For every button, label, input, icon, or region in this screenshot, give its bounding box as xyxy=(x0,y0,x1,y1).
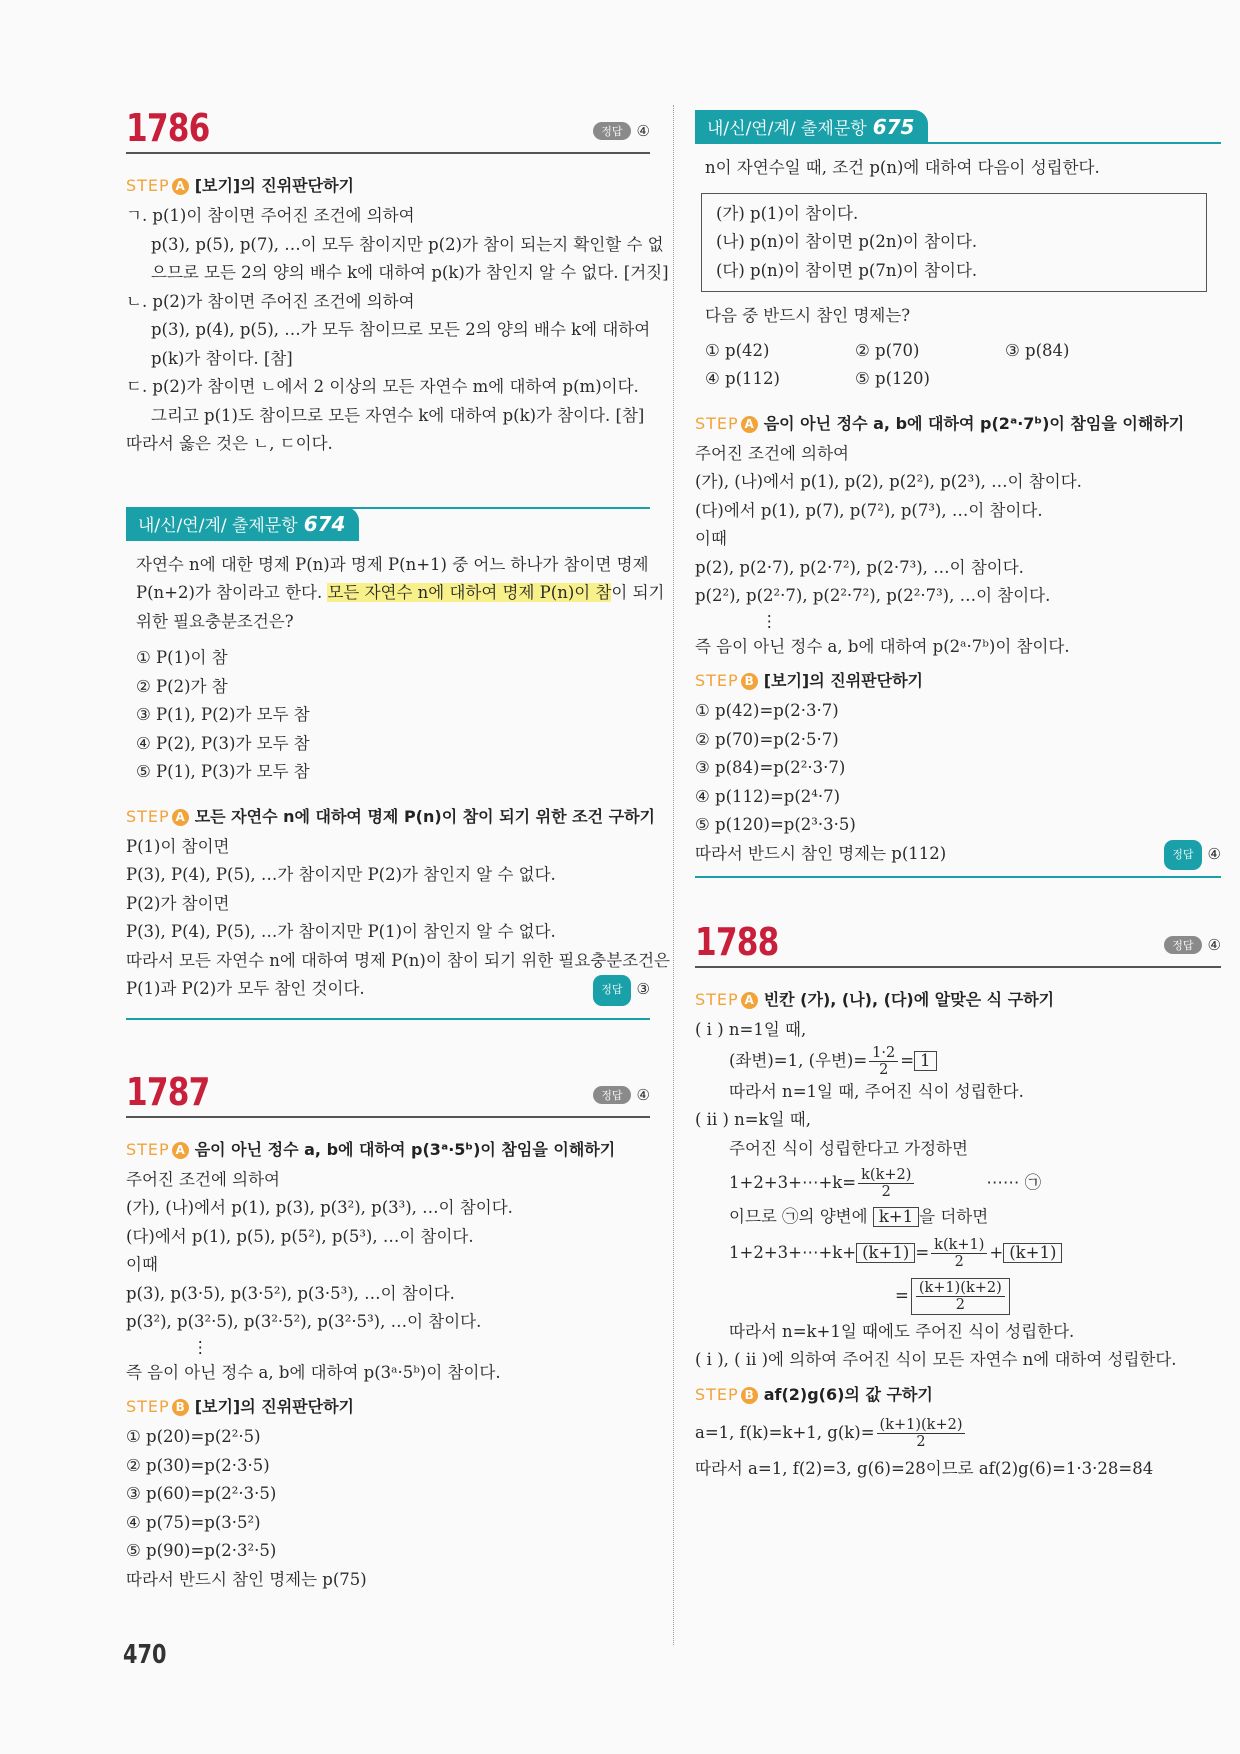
answer-blank-box: k+1 xyxy=(873,1207,919,1227)
boxed-fraction xyxy=(911,1278,1010,1315)
step-label: STEP xyxy=(695,671,739,690)
solution-line: 주어진 조건에 의하여 xyxy=(126,1169,280,1189)
step-label: STEP xyxy=(126,806,170,826)
answer-indicator xyxy=(593,975,650,1006)
solution-line: ㄷ. p(2)가 참이면 ㄴ에서 2 이상의 모든 자연수 m에 대하여 p(m)이다. xyxy=(126,377,639,396)
step-label: STEP xyxy=(695,1384,739,1404)
numerator: 1·2 xyxy=(869,1045,898,1062)
left-column xyxy=(126,100,670,1594)
solution-line: ( i ) n=1일 때, xyxy=(695,1020,807,1039)
solution-line: 그리고 p(1)도 참이므로 모든 자연수 k에 대하여 p(k)가 참이다. [참] xyxy=(151,405,645,425)
question-text: 이 되기 xyxy=(611,583,665,602)
step-a-badge: A xyxy=(741,992,758,1009)
vertical-ellipsis: ⋮ xyxy=(761,611,778,631)
solution-line: ② p(70)=p(2·5·7) xyxy=(695,729,839,749)
step-b-heading xyxy=(126,1391,650,1423)
step-b-badge: B xyxy=(172,1399,189,1416)
step-title: af(2)g(6)의 값 구하기 xyxy=(763,1384,933,1404)
equation-text: = xyxy=(915,1242,930,1262)
problem-number: 1788 xyxy=(695,920,779,964)
answer-indicator xyxy=(1164,840,1221,871)
solution-line: ① p(20)=p(2²·5) xyxy=(126,1427,261,1446)
right-column xyxy=(695,100,1221,1483)
page-number: 470 xyxy=(123,1640,167,1670)
solution-line: 따라서 n=1일 때, 주어진 식이 성립한다. xyxy=(729,1081,1024,1101)
equation-text: 1+2+3+⋯+k+ xyxy=(729,1242,857,1262)
step-b-badge: B xyxy=(741,1387,758,1404)
highlighted-text: 모든 자연수 n에 대하여 명제 P(n)이 참 xyxy=(327,583,612,602)
step-title: [보기]의 진위판단하기 xyxy=(194,176,354,195)
solution-line: ① p(42)=p(2·3·7) xyxy=(695,701,839,720)
answer-blank-box: (k+1) xyxy=(856,1243,915,1263)
solution-line: p(3²), p(3²·5), p(3²·5²), p(3²·5³), …이 참이다. xyxy=(126,1312,482,1331)
related-problem-674-banner xyxy=(126,507,650,541)
step-b-heading xyxy=(695,665,1221,697)
answer-blank-box: (k+1) xyxy=(1003,1243,1062,1263)
solution-line: ④ p(112)=p(2⁴·7) xyxy=(695,786,841,806)
solution-line: p(k)가 참이다. [참] xyxy=(151,348,293,368)
solution-line: ( i ), ( ii )에 의하여 주어진 식이 모든 자연수 n에 대하여 성립한다. xyxy=(695,1350,1177,1369)
solution-text: 이므로 ㉠의 양변에 xyxy=(729,1207,873,1226)
solution-line: (다)에서 p(1), p(7), p(7²), p(7³), …이 참이다. xyxy=(695,500,1043,520)
solution-line: (가), (나)에서 p(1), p(3), p(3²), p(3³), …이 참이다. xyxy=(126,1198,513,1217)
option: ② p(70) xyxy=(855,340,920,360)
numerator: (k+1)(k+2) xyxy=(877,1417,966,1434)
equation-text: + xyxy=(989,1242,1004,1262)
solution-line xyxy=(695,840,1221,869)
solution-text: P(1)과 P(2)가 모두 참인 것이다. xyxy=(126,979,365,998)
solution-text: 을 더하면 xyxy=(919,1207,989,1226)
solution-line: ㄴ. p(2)가 참이면 주어진 조건에 의하여 xyxy=(126,291,415,311)
banner-number: 675 xyxy=(872,115,915,139)
step-a-heading xyxy=(695,984,1221,1016)
solution-line: p(2²), p(2²·7), p(2²·7²), p(2²·7³), …이 참이다. xyxy=(695,586,1051,605)
question-line xyxy=(126,579,665,608)
option: ② P(2)가 참 xyxy=(136,676,228,696)
question-line: 위한 필요충분조건은? xyxy=(136,611,294,631)
problem-1787-header xyxy=(126,1064,650,1118)
answer-value: ④ xyxy=(636,1085,650,1104)
option: ③ p(84) xyxy=(1005,340,1070,360)
step-b-badge: B xyxy=(741,673,758,690)
solution-line: ⑤ p(120)=p(2³·3·5) xyxy=(695,815,856,834)
solution-line: p(3), p(5), p(7), …이 모두 참이지만 p(2)가 참이 되는지 확인할 수 없 xyxy=(151,234,664,254)
equation-line xyxy=(695,1163,1221,1203)
equation-text: 1+2+3+⋯+k= xyxy=(729,1173,857,1192)
condition-box xyxy=(701,193,1207,293)
equation-tag: ⋯⋯ ㉠ xyxy=(986,1173,1042,1192)
step-b-heading xyxy=(695,1379,1221,1411)
step-a-heading xyxy=(126,1134,650,1166)
step-a-badge: A xyxy=(172,809,189,826)
solution-line: p(3), p(3·5), p(3·5²), p(3·5³), …이 참이다. xyxy=(126,1283,455,1303)
question-line: n이 자연수일 때, 조건 p(n)에 대하여 다음이 성립한다. xyxy=(705,158,1100,177)
denominator: 2 xyxy=(955,1296,965,1313)
step-label: STEP xyxy=(695,413,739,433)
solution-line: ⑤ p(90)=p(2·3²·5) xyxy=(126,1541,277,1560)
equation-text: (좌변)=1, (우변)= xyxy=(729,1050,868,1070)
solution-line: 주어진 조건에 의하여 xyxy=(695,443,849,463)
solution-line: 따라서 반드시 참인 명제는 p(75) xyxy=(126,1569,367,1589)
question-text: P(n+2)가 참이라고 한다. xyxy=(136,583,328,602)
numerator: (k+1)(k+2) xyxy=(916,1280,1005,1297)
condition-line: (나) p(n)이 참이면 p(2n)이 참이다. xyxy=(716,232,978,251)
solution-text: 따라서 반드시 참인 명제는 p(112) xyxy=(695,843,947,863)
step-title: [보기]의 진위판단하기 xyxy=(763,671,923,690)
condition-line: (다) p(n)이 참이면 p(7n)이 참이다. xyxy=(716,260,978,280)
problem-number: 1787 xyxy=(126,1069,210,1114)
solution-line: (가), (나)에서 p(1), p(2), p(2²), p(2³), …이 참이다. xyxy=(695,472,1082,491)
answer-indicator xyxy=(593,122,650,140)
related-problem-675-banner xyxy=(695,110,1221,144)
option: ④ P(2), P(3)가 모두 참 xyxy=(136,733,310,753)
solution-line: ③ p(60)=p(2²·3·5) xyxy=(126,1484,277,1503)
equation-line xyxy=(695,1411,1221,1455)
denominator: 2 xyxy=(879,1061,889,1078)
solution-line: ③ p(84)=p(2²·3·7) xyxy=(695,758,846,777)
solution-line: P(2)가 참이면 xyxy=(126,893,230,913)
problem-1788-header xyxy=(695,914,1221,968)
step-label: STEP xyxy=(126,1397,170,1416)
option: ⑤ p(120) xyxy=(855,369,930,388)
step-a-heading xyxy=(126,801,656,833)
step-title: 음이 아닌 정수 a, b에 대하여 p(3ᵃ·5ᵇ)이 참임을 이해하기 xyxy=(194,1139,616,1159)
answer-pill: 정답 xyxy=(1164,936,1201,954)
option: ④ p(112) xyxy=(705,369,780,388)
fraction xyxy=(869,1045,898,1078)
question-line: 다음 중 반드시 참인 명제는? xyxy=(705,306,911,325)
solution-line: 따라서 n=k+1일 때에도 주어진 식이 성립한다. xyxy=(729,1321,1075,1341)
solution-line: P(3), P(4), P(5), …가 참이지만 P(1)이 참인지 알 수 없다. xyxy=(126,922,556,941)
solution-line: 주어진 식이 성립한다고 가정하면 xyxy=(729,1138,968,1158)
step-title: 빈칸 (가), (나), (다)에 알맞은 식 구하기 xyxy=(763,990,1055,1009)
condition-line: (가) p(1)이 참이다. xyxy=(716,203,859,223)
solution-line: 따라서 옳은 것은 ㄴ, ㄷ이다. xyxy=(126,434,333,453)
solution-line: ④ p(75)=p(3·5²) xyxy=(126,1512,261,1532)
option: ③ P(1), P(2)가 모두 참 xyxy=(136,705,310,724)
answer-indicator xyxy=(1164,936,1221,954)
option: ① p(42) xyxy=(705,340,770,360)
solution-line: 즉 음이 아닌 정수 a, b에 대하여 p(2ᵃ·7ᵇ)이 참이다. xyxy=(695,636,1070,656)
answer-indicator xyxy=(593,1086,650,1104)
solution-line xyxy=(126,975,650,1004)
equation-text: a=1, f(k)=k+1, g(k)= xyxy=(695,1422,875,1442)
solution-line: p(3), p(4), p(5), …가 모두 참이므로 모든 2의 양의 배수 k에 대하여 xyxy=(151,320,651,339)
step-a-heading xyxy=(126,170,650,202)
numerator: k(k+2) xyxy=(858,1167,914,1184)
answer-blank-box: 1 xyxy=(914,1051,937,1071)
denominator: 2 xyxy=(916,1433,926,1450)
answer-value: ④ xyxy=(1207,844,1221,863)
answer-value: ③ xyxy=(636,980,650,998)
step-label: STEP xyxy=(126,176,170,195)
step-a-badge: A xyxy=(172,1142,189,1159)
solution-line: 으므로 모든 2의 양의 배수 k에 대하여 p(k)가 참인지 알 수 없다. [거짓] xyxy=(151,263,669,282)
solution-line: 따라서 a=1, f(2)=3, g(6)=28이므로 af(2)g(6)=1·3·28=84 xyxy=(695,1458,1154,1478)
column-divider xyxy=(673,105,674,1645)
answer-value: ④ xyxy=(1207,936,1221,954)
step-a-heading xyxy=(695,408,1221,440)
equation-line xyxy=(695,1232,1221,1274)
fraction xyxy=(858,1167,914,1200)
step-a-badge: A xyxy=(172,178,189,195)
problem-1786-header xyxy=(126,100,650,154)
option: ⑤ P(1), P(3)가 모두 참 xyxy=(136,762,310,781)
equation-text: = xyxy=(900,1050,915,1070)
solution-line: 이때 xyxy=(126,1255,158,1274)
answer-pill: 정답 xyxy=(1164,840,1201,871)
denominator: 2 xyxy=(881,1184,891,1200)
vertical-ellipsis: ⋮ xyxy=(192,1337,209,1357)
solution-line: ㄱ. p(1)이 참이면 주어진 조건에 의하여 xyxy=(126,206,415,225)
step-label: STEP xyxy=(695,990,739,1009)
step-title: 음이 아닌 정수 a, b에 대하여 p(2ᵃ·7ᵇ)이 참임을 이해하기 xyxy=(763,413,1185,433)
step-title: [보기]의 진위판단하기 xyxy=(194,1397,354,1416)
fraction xyxy=(931,1237,987,1270)
problem-number: 1786 xyxy=(126,106,210,150)
banner-label: 내/신/연/계/ 출제문항 xyxy=(707,119,867,139)
solution-line: (다)에서 p(1), p(5), p(5²), p(5³), …이 참이다. xyxy=(126,1226,474,1246)
numerator: k(k+1) xyxy=(931,1237,987,1254)
option: ① P(1)이 참 xyxy=(136,648,228,667)
options-row xyxy=(695,365,1221,394)
options-row xyxy=(695,337,1221,366)
answer-pill: 정답 xyxy=(593,1086,630,1104)
solution-line: 따라서 모든 자연수 n에 대하여 명제 P(n)이 참이 되기 위한 필요충분조건은 xyxy=(126,950,670,970)
solution-line: 이때 xyxy=(695,529,727,548)
equation-line xyxy=(695,1274,1221,1318)
solution-line: ( ii ) n=k일 때, xyxy=(695,1110,811,1129)
solution-line xyxy=(695,1203,1221,1232)
solution-line: P(3), P(4), P(5), …가 참이지만 P(2)가 참인지 알 수 없다. xyxy=(126,865,556,884)
answer-pill: 정답 xyxy=(593,975,630,1006)
step-label: STEP xyxy=(126,1139,170,1159)
solution-line: P(1)이 참이면 xyxy=(126,836,230,856)
denominator: 2 xyxy=(954,1253,964,1270)
answer-value: ④ xyxy=(636,122,650,140)
solution-line: 즉 음이 아닌 정수 a, b에 대하여 p(3ᵃ·5ᵇ)이 참이다. xyxy=(126,1362,501,1382)
solution-line: ② p(30)=p(2·3·5) xyxy=(126,1455,270,1475)
equation-text: = xyxy=(895,1285,909,1305)
question-line: 자연수 n에 대한 명제 P(n)과 명제 P(n+1) 중 어느 하나가 참이면 명제 xyxy=(136,554,649,574)
step-a-badge: A xyxy=(741,416,758,433)
banner-number: 674 xyxy=(303,511,346,536)
fraction xyxy=(877,1417,966,1450)
answer-pill: 정답 xyxy=(593,122,630,140)
step-title: 모든 자연수 n에 대하여 명제 P(n)이 참이 되기 위한 조건 구하기 xyxy=(194,806,656,826)
solution-line: p(2), p(2·7), p(2·7²), p(2·7³), …이 참이다. xyxy=(695,557,1024,577)
banner-label: 내/신/연/계/ 출제문항 xyxy=(138,515,298,536)
equation-line xyxy=(695,1045,1221,1078)
